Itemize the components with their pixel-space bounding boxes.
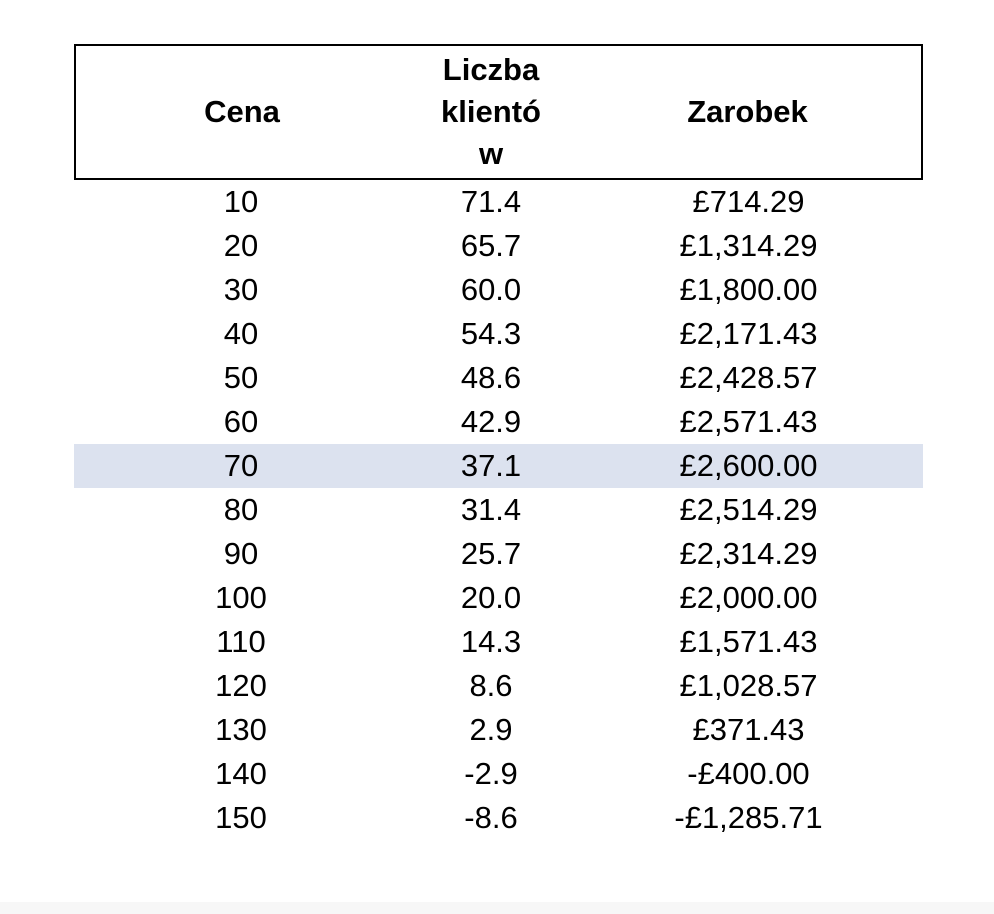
cell-earnings[interactable]: £371.43 bbox=[692, 712, 805, 747]
table-header bbox=[74, 44, 923, 180]
cell-price[interactable]: 30 bbox=[223, 272, 259, 307]
cell-customers[interactable]: -2.9 bbox=[464, 756, 518, 791]
cell-earnings[interactable]: £2,000.00 bbox=[679, 580, 818, 615]
cell-earnings[interactable]: £1,314.29 bbox=[679, 228, 818, 263]
bottom-strip bbox=[0, 902, 994, 914]
table-row[interactable] bbox=[74, 224, 923, 268]
cell-price[interactable]: 140 bbox=[215, 756, 267, 791]
cell-customers[interactable]: 42.9 bbox=[460, 404, 522, 439]
cell-earnings[interactable]: £1,028.57 bbox=[679, 668, 818, 703]
cell-price[interactable]: 80 bbox=[223, 492, 259, 527]
cell-customers[interactable]: 48.6 bbox=[460, 360, 522, 395]
cell-price[interactable]: 40 bbox=[223, 316, 259, 351]
cell-customers[interactable]: 2.9 bbox=[469, 712, 513, 747]
cell-earnings[interactable]: £1,571.43 bbox=[679, 624, 818, 659]
table-row[interactable] bbox=[74, 620, 923, 664]
cell-customers[interactable]: 31.4 bbox=[460, 492, 522, 527]
header-earnings[interactable] bbox=[574, 46, 921, 178]
cell-price[interactable]: 100 bbox=[215, 580, 267, 615]
cell-earnings[interactable]: £2,514.29 bbox=[679, 492, 818, 527]
cell-earnings[interactable]: £2,171.43 bbox=[679, 316, 818, 351]
table-row[interactable] bbox=[74, 312, 923, 356]
header-price-label: Cena bbox=[204, 94, 280, 129]
cell-customers[interactable]: 60.0 bbox=[460, 272, 522, 307]
table-row[interactable] bbox=[74, 796, 923, 840]
cell-customers[interactable]: 8.6 bbox=[469, 668, 513, 703]
cell-price[interactable]: 150 bbox=[215, 800, 267, 835]
table-row[interactable] bbox=[74, 708, 923, 752]
table-row[interactable] bbox=[74, 488, 923, 532]
cell-price[interactable]: 90 bbox=[223, 536, 259, 571]
header-customers-label: Liczba klientów bbox=[441, 52, 541, 171]
table-row[interactable] bbox=[74, 444, 923, 488]
cell-earnings[interactable]: £2,571.43 bbox=[679, 404, 818, 439]
cell-price[interactable]: 120 bbox=[215, 668, 267, 703]
table-row[interactable] bbox=[74, 664, 923, 708]
cell-earnings[interactable]: -£1,285.71 bbox=[674, 800, 823, 835]
cell-customers[interactable]: 54.3 bbox=[460, 316, 522, 351]
table-row[interactable] bbox=[74, 576, 923, 620]
cell-price[interactable]: 20 bbox=[223, 228, 259, 263]
header-price[interactable] bbox=[76, 46, 408, 178]
table-body bbox=[74, 180, 923, 840]
cell-customers[interactable]: 71.4 bbox=[460, 184, 522, 219]
cell-earnings[interactable]: £1,800.00 bbox=[679, 272, 818, 307]
cell-earnings[interactable]: £2,428.57 bbox=[679, 360, 818, 395]
cell-customers[interactable]: -8.6 bbox=[464, 800, 518, 835]
table-row[interactable] bbox=[74, 400, 923, 444]
cell-price[interactable]: 110 bbox=[216, 624, 266, 659]
table-row[interactable] bbox=[74, 180, 923, 224]
header-customers[interactable] bbox=[408, 46, 574, 178]
cell-price[interactable]: 60 bbox=[223, 404, 259, 439]
cell-customers[interactable]: 65.7 bbox=[460, 228, 522, 263]
cell-price[interactable]: 130 bbox=[215, 712, 267, 747]
cell-earnings[interactable]: -£400.00 bbox=[687, 756, 810, 791]
header-earnings-label: Zarobek bbox=[687, 94, 808, 129]
cell-customers[interactable]: 14.3 bbox=[460, 624, 522, 659]
cell-customers[interactable]: 37.1 bbox=[460, 448, 522, 483]
price-table bbox=[74, 44, 923, 840]
cell-price[interactable]: 70 bbox=[223, 448, 259, 483]
cell-price[interactable]: 10 bbox=[223, 184, 259, 219]
table-row[interactable] bbox=[74, 532, 923, 576]
cell-earnings[interactable]: £2,314.29 bbox=[679, 536, 818, 571]
cell-customers[interactable]: 25.7 bbox=[460, 536, 522, 571]
cell-earnings[interactable]: £2,600.00 bbox=[679, 448, 818, 483]
cell-earnings[interactable]: £714.29 bbox=[692, 184, 805, 219]
table-row[interactable] bbox=[74, 268, 923, 312]
table-row[interactable] bbox=[74, 752, 923, 796]
table-row[interactable] bbox=[74, 356, 923, 400]
cell-customers[interactable]: 20.0 bbox=[460, 580, 522, 615]
cell-price[interactable]: 50 bbox=[223, 360, 259, 395]
